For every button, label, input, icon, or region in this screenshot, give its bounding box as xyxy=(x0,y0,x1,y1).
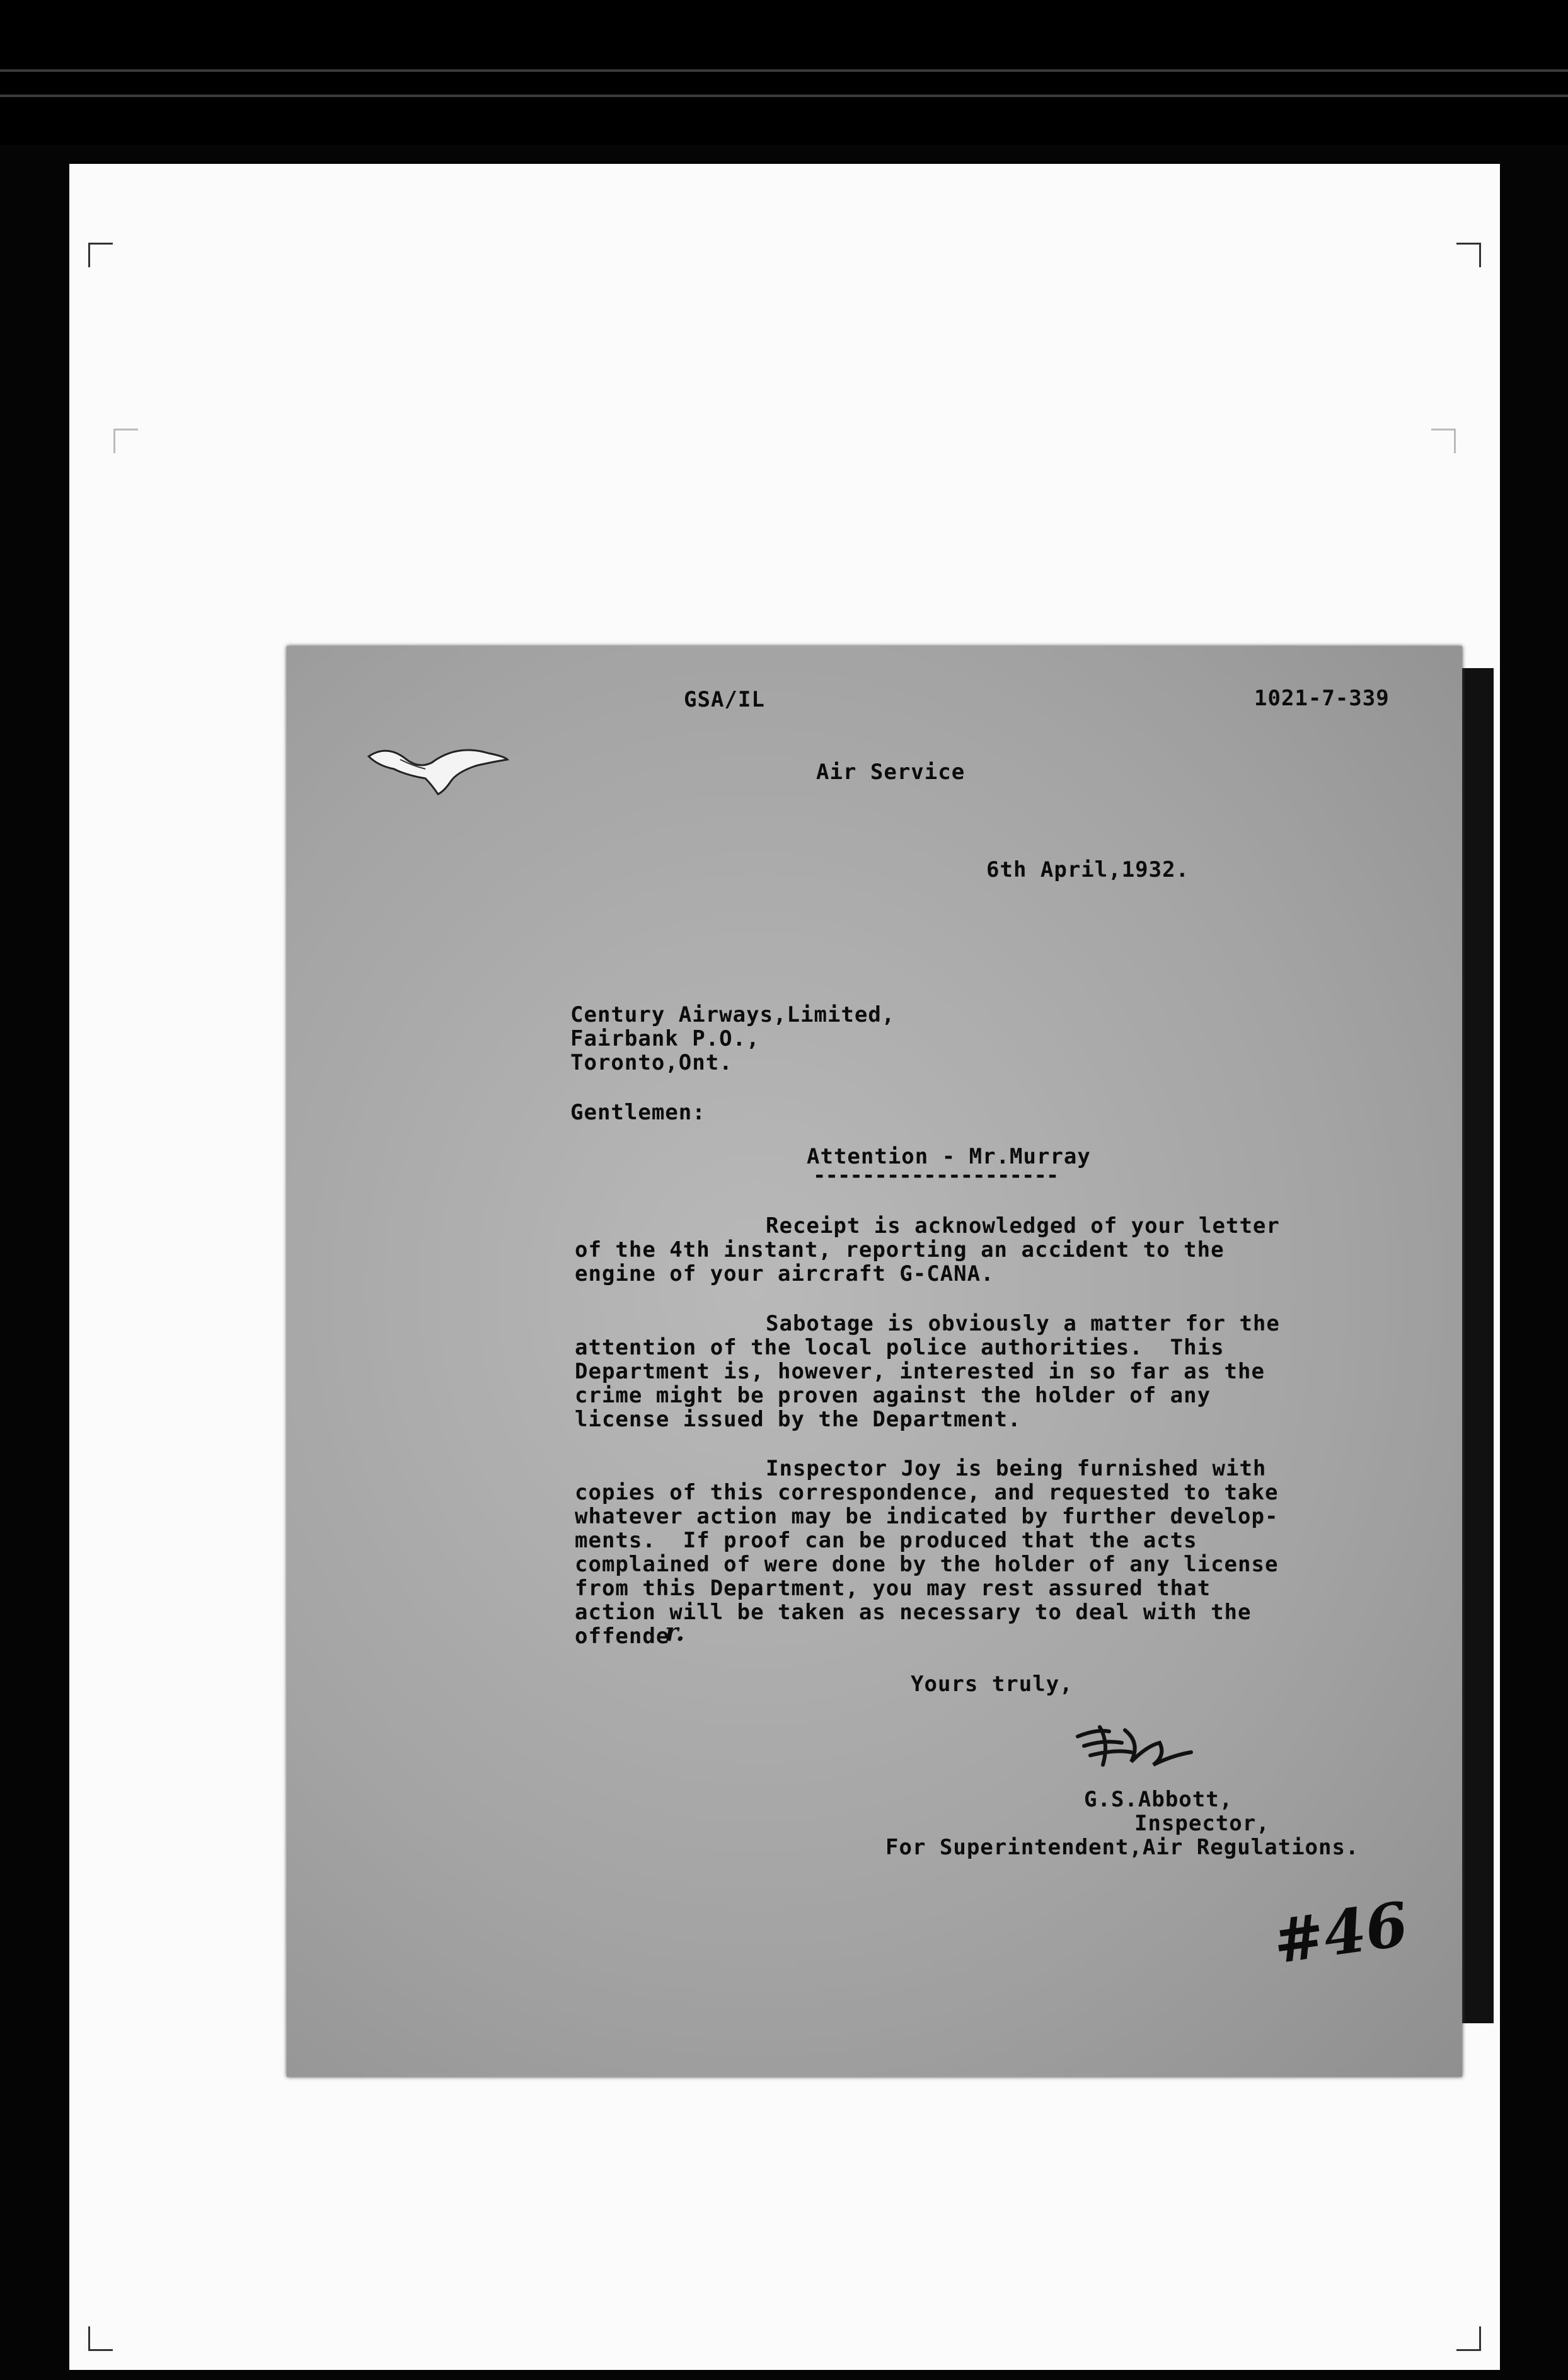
crop-mark xyxy=(113,429,138,453)
film-strip-border xyxy=(0,0,1568,145)
para3-line: ments. If proof can be produced that the acts xyxy=(575,1528,1197,1553)
para3-line: copies of this correspondence, and requested to take xyxy=(575,1480,1279,1505)
para2-line: crime might be proven against the holder of any xyxy=(575,1383,1211,1408)
handwritten-initials-signature xyxy=(1071,1718,1223,1774)
signatory-name: G.S.Abbott, xyxy=(1084,1787,1233,1812)
para3-line: complained of were done by the holder of any license xyxy=(575,1552,1279,1577)
para1-line: engine of your aircraft G-CANA. xyxy=(575,1261,994,1286)
recipient-line-2: Fairbank P.O., xyxy=(570,1026,760,1051)
department-heading: Air Service xyxy=(816,760,966,785)
para3-line: from this Department, you may rest assured that xyxy=(575,1576,1211,1601)
para2-line: Department is, however, interested in so far as the xyxy=(575,1359,1265,1384)
crop-mark xyxy=(88,243,113,267)
para2-line: license issued by the Department. xyxy=(575,1407,1022,1432)
para1-line: Receipt is acknowledged of your letter xyxy=(766,1213,1280,1239)
signatory-title: Inspector, xyxy=(1134,1811,1270,1836)
handwritten-file-number: #46 xyxy=(1269,1888,1412,1978)
reference-right: 1021-7-339 xyxy=(1254,686,1390,711)
para3-line: Inspector Joy is being furnished with xyxy=(766,1456,1267,1481)
crop-mark xyxy=(1456,2326,1481,2351)
para3-line: whatever action may be indicated by further develop- xyxy=(575,1504,1279,1529)
para2-line: attention of the local police authorities. This xyxy=(575,1335,1225,1360)
crop-mark xyxy=(1456,243,1481,267)
salutation: Gentlemen: xyxy=(570,1100,706,1125)
para3-line: offende xyxy=(575,1624,670,1649)
closing: Yours truly, xyxy=(911,1672,1073,1697)
reference-left: GSA/IL xyxy=(684,687,765,712)
recipient-line-1: Century Airways,Limited, xyxy=(570,1002,896,1027)
para1-line: of the 4th instant, reporting an accident to the xyxy=(575,1237,1225,1262)
attention-line: Attention - Mr.Murray xyxy=(807,1144,1091,1169)
crop-mark xyxy=(88,2326,113,2351)
handwritten-correction: r. xyxy=(665,1617,685,1647)
recipient-line-3: Toronto,Ont. xyxy=(570,1050,733,1075)
crop-mark xyxy=(1431,429,1456,453)
film-edge-line xyxy=(0,95,1568,97)
signatory-for-line: For Superintendent,Air Regulations. xyxy=(885,1835,1359,1860)
film-edge-line xyxy=(0,69,1568,72)
letter-date: 6th April,1932. xyxy=(986,857,1190,882)
para3-line: action will be taken as necessary to deal with the xyxy=(575,1600,1252,1625)
attention-underline: -------------------- xyxy=(813,1163,1059,1188)
para2-line: Sabotage is obviously a matter for the xyxy=(766,1311,1280,1336)
bird-emblem-icon xyxy=(362,731,514,800)
